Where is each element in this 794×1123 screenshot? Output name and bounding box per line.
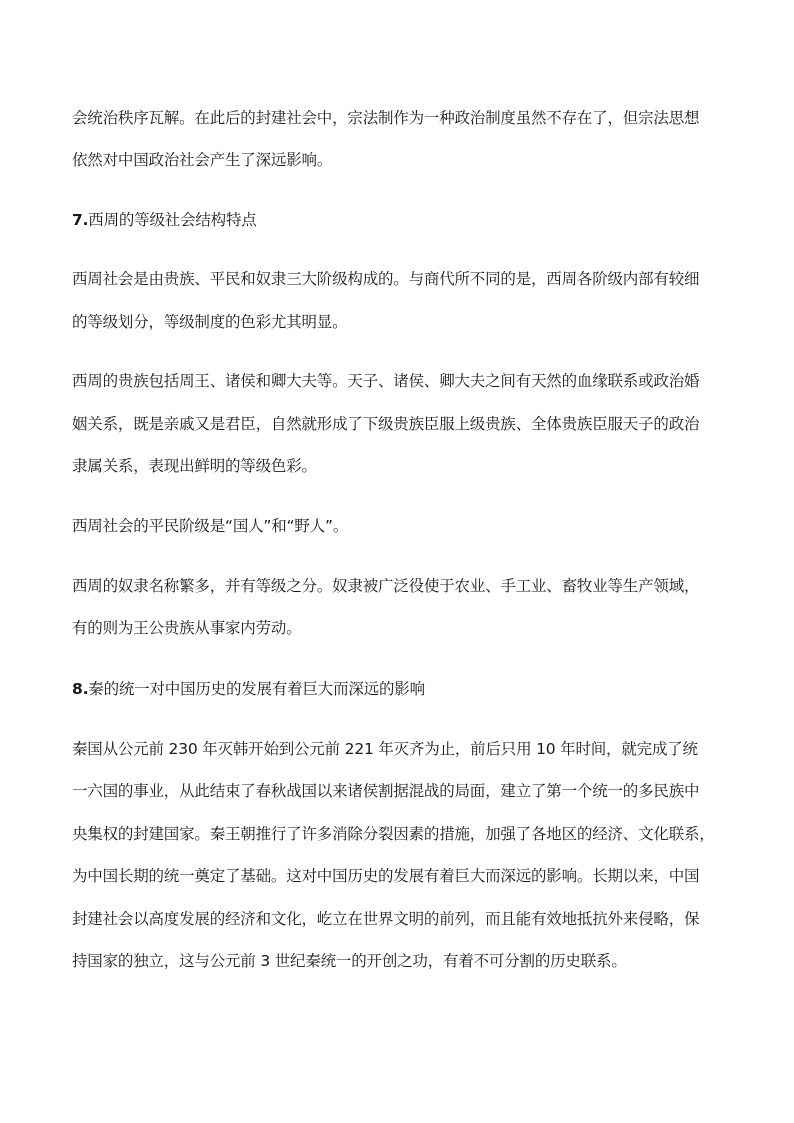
paragraph-line: 隶属关系，表现出鲜明的等级色彩。 (72, 457, 317, 475)
heading-text: 秦的统一对中国历史的发展有着巨大而深远的影响 (88, 680, 425, 698)
heading-number: 8. (72, 680, 89, 698)
paragraph-line: 封建社会以高度发展的经济和文化，屹立在世界文明的前列，而且能有效地抵抗外来侵略，保 (72, 910, 700, 928)
paragraph-line: 的等级划分，等级制度的色彩尤其明显。 (72, 313, 348, 331)
paragraph-line: 会统治秩序瓦解。在此后的封建社会中，宗法制作为一种政治制度虽然不存在了，但宗法思想 (72, 109, 700, 127)
paragraph-line: 央集权的封建国家。秦王朝推行了许多消除分裂因素的措施，加强了各地区的经济、文化联系， (72, 825, 715, 843)
paragraph-line: 持国家的独立，这与公元前 3 世纪秦统一的开创之功，有着不可分割的历史联系。 (72, 952, 627, 970)
paragraph-line: 依然对中国政治社会产生了深远影响。 (72, 151, 333, 169)
heading-number: 7. (72, 211, 89, 229)
paragraph-line: 西周社会的平民阶级是“国人”和“野人”。 (72, 517, 349, 535)
paragraph-line: 姻关系，既是亲戚又是君臣，自然就形成了下级贵族臣服上级贵族、全体贵族臣服天子的政治 (72, 415, 700, 433)
section-heading-7 (72, 209, 732, 231)
paragraph-line: 西周社会是由贵族、平民和奴隶三大阶级构成的。与商代所不同的是，西周各阶级内部有较细 (72, 270, 700, 288)
paragraph-line: 西周的奴隶名称繁多，并有等级之分。奴隶被广泛役使于农业、手工业、畜牧业等生产领域， (72, 577, 700, 595)
heading-text: 西周的等级社会结构特点 (88, 211, 257, 229)
paragraph-line: 一六国的事业，从此结束了春秋战国以来诸侯割据混战的局面，建立了第一个统一的多民族中 (72, 782, 700, 800)
paragraph-line: 有的则为王公贵族从事家内劳动。 (72, 619, 302, 637)
paragraph-line: 西周的贵族包括周王、诸侯和卿大夫等。天子、诸侯、卿大夫之间有天然的血缘联系或政治婚 (72, 372, 700, 390)
section-heading-8 (72, 678, 732, 700)
paragraph-line: 为中国长期的统一奠定了基础。这对中国历史的发展有着巨大而深远的影响。长期以来，中国 (72, 867, 700, 885)
paragraph-line: 秦国从公元前 230 年灭韩开始到公元前 221 年灭齐为止，前后只用 10 年时间，就完成了统 (72, 740, 698, 758)
